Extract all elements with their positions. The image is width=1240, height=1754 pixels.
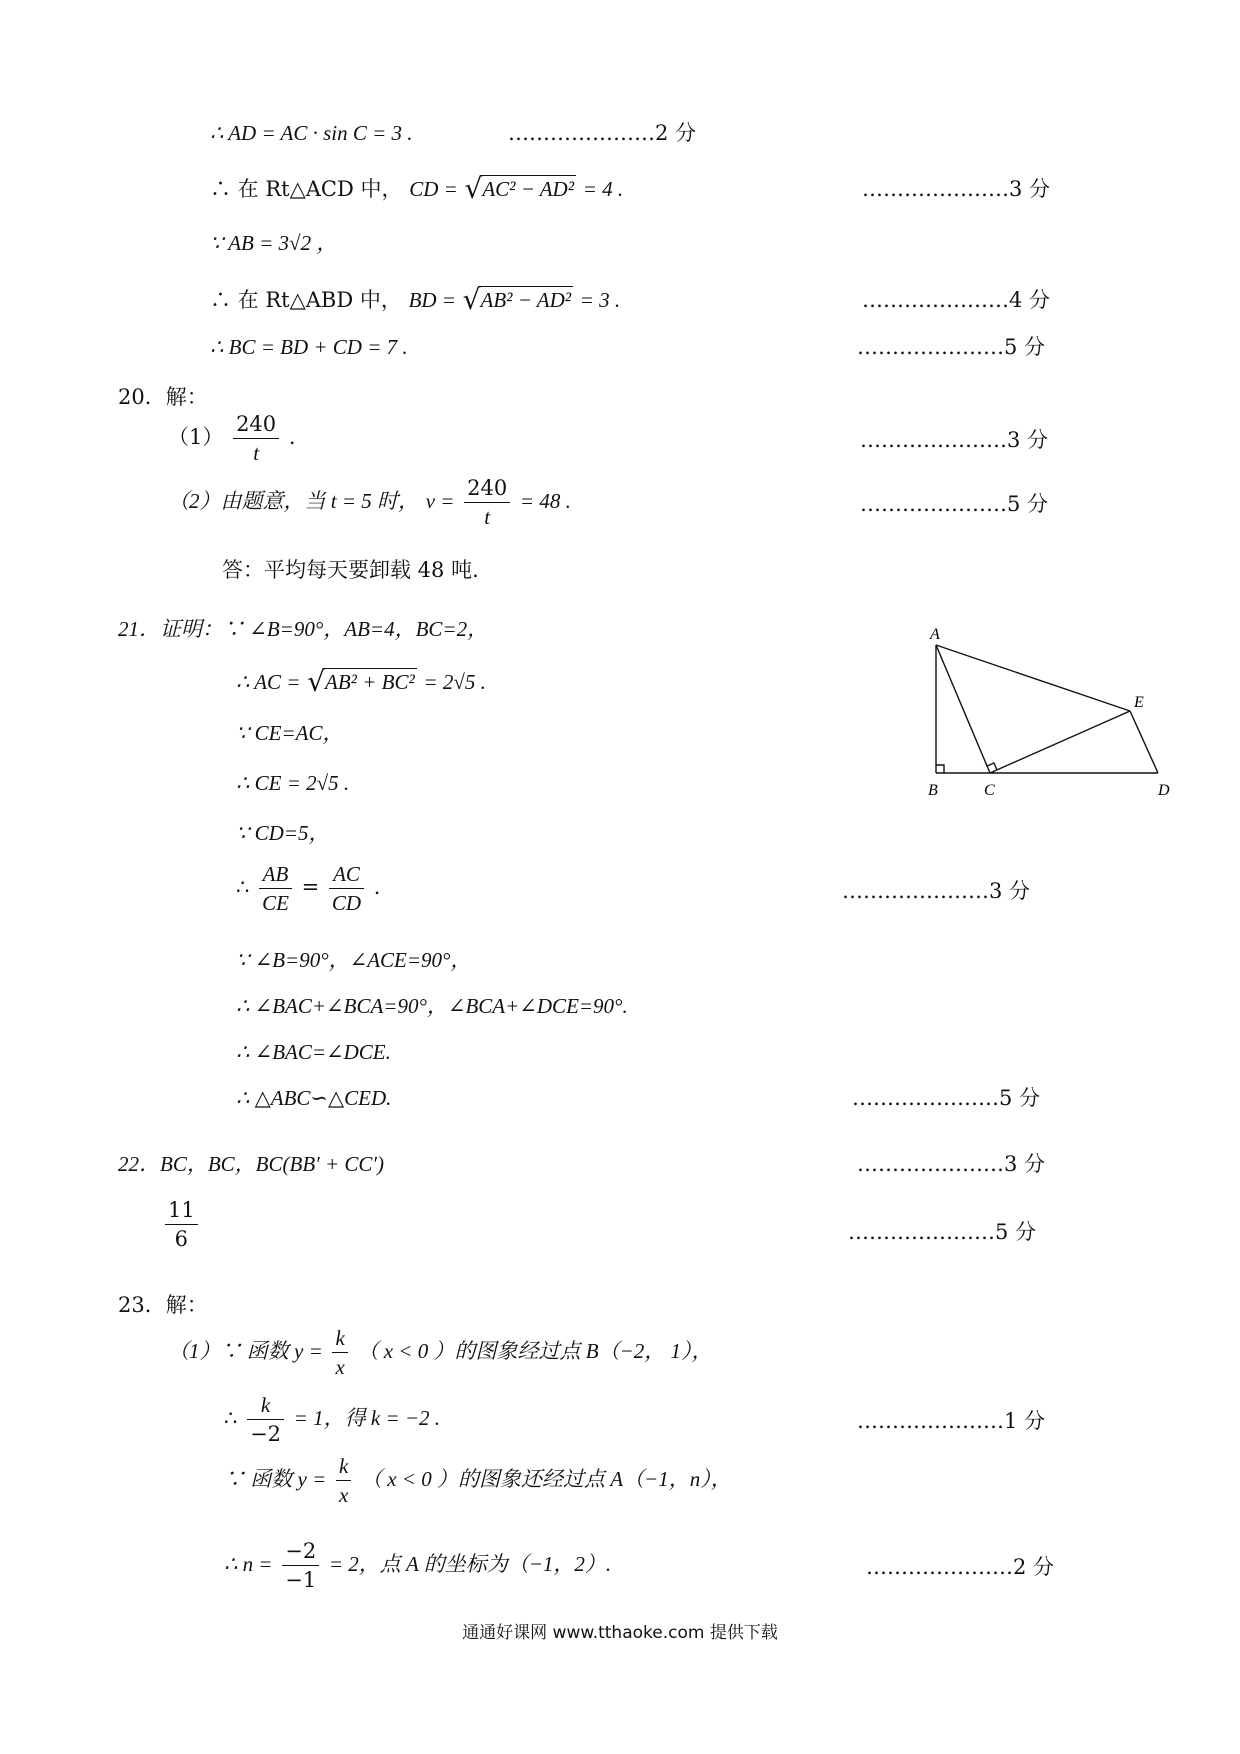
q21-ce-ac: ∵ CE=AC， bbox=[236, 721, 344, 745]
label-d: D bbox=[1158, 782, 1170, 799]
q20-head: 20．解： bbox=[118, 385, 208, 409]
q20-part2: （2）由题意，当 t = 5 时， v = $\frac{240}{t}$ = 48 . bbox=[168, 476, 571, 529]
q22-score-5: …………………5 分 bbox=[848, 1220, 1037, 1244]
q21-ratio: ∴ $\frac{AB}{CE}$ = $\frac{AC}{CD}$ . bbox=[236, 862, 381, 915]
q21-ac: ∴ AC = √AB² + BC² = 2√5 . bbox=[236, 665, 486, 698]
q21-score-5: …………………5 分 bbox=[852, 1086, 1041, 1110]
q23-line3: ∵ 函数 y = $\frac{k}{x}$ （ x < 0 ）的图象还经过点 A（−1，n）， bbox=[224, 1454, 732, 1507]
step-ad: ∴ AD = AC · sin C = 3 . bbox=[210, 121, 413, 145]
q23-line4: ∴ n = $\frac{-2}{-1}$ = 2，点 A 的坐标为（−1，2）. bbox=[224, 1539, 612, 1592]
q21-ce: ∴ CE = 2√5 . bbox=[236, 771, 350, 795]
label-b: B bbox=[928, 782, 938, 799]
footer-text: 通通好课网 www.tthaoke.com 提供下载 bbox=[462, 1623, 778, 1643]
q21-angle-sums: ∴ ∠BAC+∠BCA=90°，∠BCA+∠DCE=90°. bbox=[236, 994, 628, 1018]
q20-score-3: …………………3 分 bbox=[860, 428, 1049, 452]
step-ab: ∵ AB = 3√2 ， bbox=[210, 231, 338, 255]
q21-cd: ∵ CD=5， bbox=[236, 821, 330, 845]
score-3: …………………3 分 bbox=[862, 177, 1051, 201]
q21-angle-eq: ∴ ∠BAC=∠DCE. bbox=[236, 1040, 391, 1064]
q22-fraction: $\frac{11}{6}$ bbox=[162, 1196, 201, 1253]
score-4: …………………4 分 bbox=[862, 288, 1051, 312]
q21-angles: ∵ ∠B=90°，∠ACE=90°， bbox=[236, 948, 472, 972]
label-c: C bbox=[984, 782, 995, 799]
q23-head: 23．解： bbox=[118, 1293, 208, 1317]
q23-line2: ∴ $\frac{k}{-2}$ = 1，得 k = −2 . bbox=[224, 1393, 441, 1446]
label-a: A bbox=[930, 626, 940, 643]
q23-score-1: …………………1 分 bbox=[857, 1409, 1046, 1433]
q23-line1: （1）∵ 函数 y = $\frac{k}{x}$ （ x < 0 ）的图象经过点 B（−2， 1）， bbox=[168, 1326, 713, 1379]
q21-similar: ∴ △ABC∽△CED. bbox=[236, 1086, 392, 1110]
score-5: …………………5 分 bbox=[857, 335, 1046, 359]
q22-score-3: …………………3 分 bbox=[857, 1152, 1046, 1176]
q21-head: 21．证明：∵ ∠B=90°，AB=4，BC=2， bbox=[118, 617, 489, 641]
q22-line1: 22．BC，BC，BC(BB′ + CC′) bbox=[118, 1152, 385, 1176]
step-bc: ∴ BC = BD + CD = 7 . bbox=[210, 335, 408, 359]
label-e: E bbox=[1134, 694, 1144, 711]
score-2: …………………2 分 bbox=[508, 121, 697, 145]
step-cd: ∴ 在 Rt△ACD 中， CD = √AC² − AD² = 4 . bbox=[210, 172, 624, 205]
q20-answer: 答：平均每天要卸载 48 吨. bbox=[222, 558, 479, 582]
q23-score-2: …………………2 分 bbox=[866, 1555, 1055, 1579]
q20-score-5: …………………5 分 bbox=[860, 492, 1049, 516]
triangle-figure bbox=[920, 625, 1180, 800]
q20-part1: （1） $\frac{240}{t}$ . bbox=[168, 412, 296, 465]
q21-score-3: …………………3 分 bbox=[842, 879, 1031, 903]
step-bd: ∴ 在 Rt△ABD 中， BD = √AB² − AD² = 3 . bbox=[210, 283, 621, 316]
